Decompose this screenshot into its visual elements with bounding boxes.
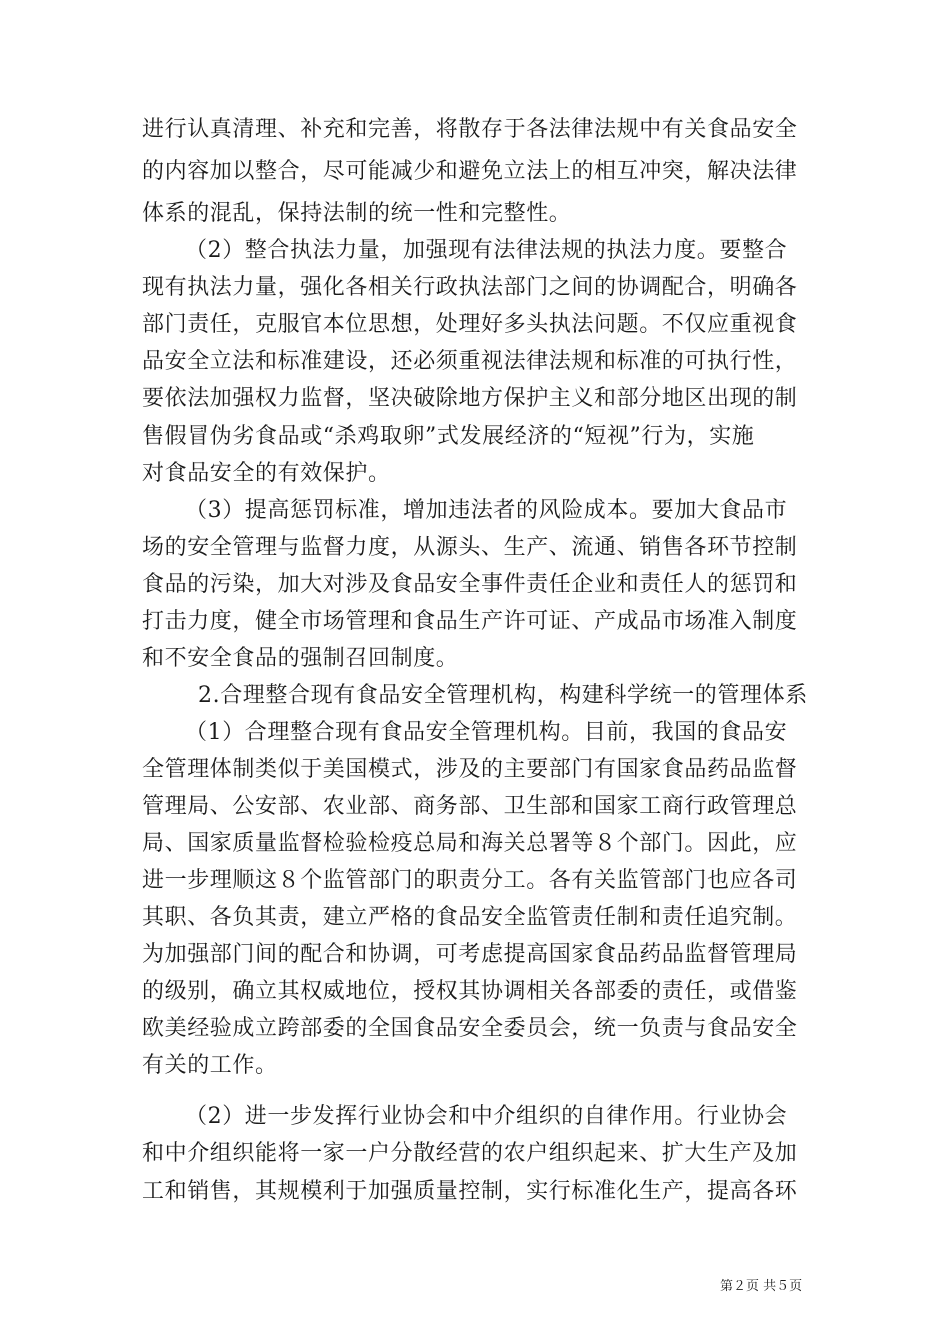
text-line: 管理局、公安部、农业部、商务部、卫生部和国家工商行政管理总 [142,794,798,819]
text-line: 为加强部门间的配合和协调，可考虑提高国家食品药品监督管理局 [142,942,798,967]
text-line: 场的安全管理与监督力度，从源头、生产、流通、销售各环节控制 [142,535,798,560]
text-line: 局、国家质量监督检验检疫总局和海关总署等８个部门。因此，应 [142,831,798,856]
text-line: （1）合理整合现有食品安全管理机构。目前，我国的食品安 [185,720,788,745]
text-line: 的内容加以整合，尽可能减少和避免立法上的相互冲突，解决法律 [142,159,798,184]
text-line: 对食品安全的有效保护。 [142,461,391,486]
text-line: 食品的污染，加大对涉及食品安全事件责任企业和责任人的惩罚和 [142,572,798,597]
text-line: 工和销售，其规模利于加强质量控制，实行标准化生产，提高各环 [142,1179,798,1204]
text-line: 现有执法力量，强化各相关行政执法部门之间的协调配合，明确各 [142,275,798,300]
text-line: 欧美经验成立跨部委的全国食品安全委员会，统一负责与食品安全 [142,1016,798,1041]
text-line: 和不安全食品的强制召回制度。 [142,646,459,671]
text-line: 有关的工作。 [142,1053,278,1078]
text-line: 要依法加强权力监督，坚决破除地方保护主义和部分地区出现的制 [142,386,798,411]
text-line: 品安全立法和标准建设，还必须重视法律法规和标准的可执行性， [142,349,798,374]
text-line: 的级别，确立其权威地位，授权其协调相关各部委的责任，或借鉴 [142,979,798,1004]
text-line: 全管理体制类似于美国模式，涉及的主要部门有国家食品药品监督 [142,757,798,782]
text-line: （2）进一步发挥行业协会和中介组织的自律作用。行业协会 [185,1104,788,1129]
text-line: 售假冒伪劣食品或“杀鸡取卵”式发展经济的“短视”行为，实施 [142,424,755,449]
section-heading: 2.合理整合现有食品安全管理机构，构建科学统一的管理体系 [198,683,808,708]
text-line: 部门责任，克服官本位思想，处理好多头执法问题。不仅应重视食 [142,312,798,337]
text-line: （2）整合执法力量，加强现有法律法规的执法力度。要整合 [185,238,788,263]
text-line: 和中介组织能将一家一户分散经营的农户组织起来、扩大生产及加 [142,1141,798,1166]
text-line: 体系的混乱，保持法制的统一性和完整性。 [142,201,572,226]
text-line: （3）提高惩罚标准，增加违法者的风险成本。要加大食品市 [185,498,788,523]
text-line: 进一步理顺这８个监管部门的职责分工。各有关监管部门也应各司 [142,868,798,893]
text-line: 进行认真清理、补充和完善，将散存于各法律法规中有关食品安全 [142,117,798,142]
text-line: 打击力度，健全市场管理和食品生产许可证、产成品市场准入制度 [142,609,798,634]
page-number: 第２页 共５页 [720,1279,803,1294]
text-line: 其职、各负其责，建立严格的食品安全监管责任制和责任追究制。 [142,905,798,930]
